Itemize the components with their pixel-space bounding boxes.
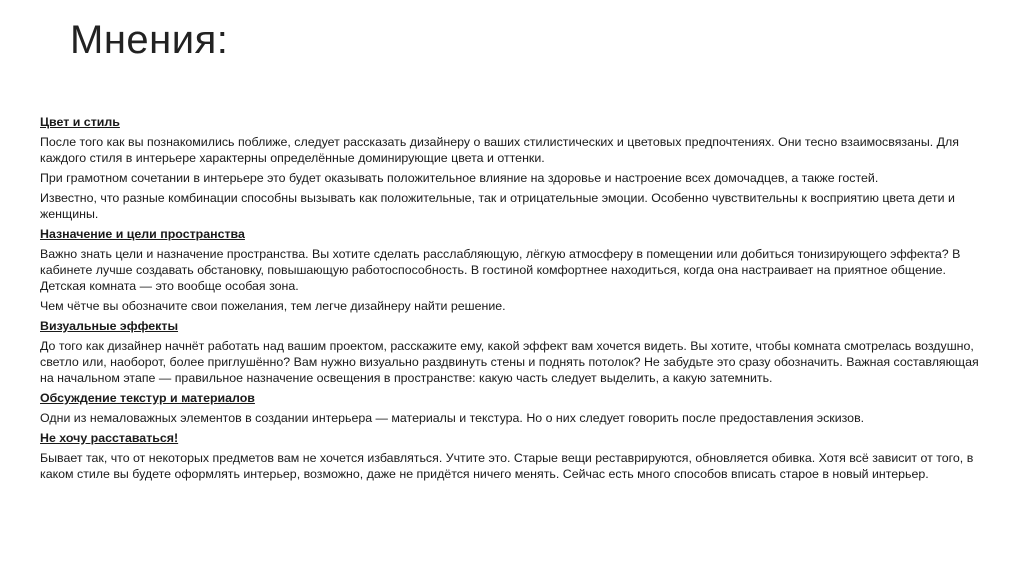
section-textures-materials: [40, 390, 990, 426]
paragraph: Важно знать цели и назначение пространства. Вы хотите сделать расслабляющую, лёгкую атмосферу в помещении или добиться тонизирующего эффекта? В кабинете лучше создавать обстановку, повышающую работоспособность. В гостиной комфортнее находиться, когда она настраивает на приятное общение. Детская комната — это вообще особая зона.: [40, 247, 961, 293]
paragraph: Одни из немаловажных элементов в создании интерьера — материалы и текстура. Но о них следует говорить после предоставления эскизов.: [40, 411, 865, 425]
slide-body: [40, 114, 990, 486]
paragraph: При грамотном сочетании в интерьере это будет оказывать положительное влияние на здоровье и настроение всех домочадцев, а также гостей.: [40, 171, 879, 185]
section-color-style: [40, 114, 990, 222]
paragraph: Бывает так, что от некоторых предметов вам не хочется избавляться. Учтите это. Старые вещи реставрируются, обновляется обивка. Хотя всё зависит от того, в каком стиле вы будете оформлять интерьер, возможно, даже не придётся ничего менять. Сейчас есть много способов вписать старое в новый интерьер.: [40, 451, 974, 481]
slide-title: Мнения:: [70, 18, 229, 62]
section-heading: Назначение и цели пространства: [40, 227, 245, 241]
section-heading: Визуальные эффекты: [40, 319, 179, 333]
paragraph: До того как дизайнер начнёт работать над вашим проектом, расскажите ему, какой эффект вам хочется видеть. Вы хотите, чтобы комната смотрелась воздушно, светло или, наоборот, более приглушённо? Вам нужно визуально раздвинуть стены и поднять потолок? Не забудьте это сразу обозначить. Важная составляющая на начальном этапе — правильное назначение освещения в пространстве: какую часть следует выделить, а какую затемнить.: [40, 339, 979, 385]
section-heading: Обсуждение текстур и материалов: [40, 391, 255, 405]
paragraph: Известно, что разные комбинации способны вызывать как положительные, так и отрицательные эмоции. Особенно чувствительны к восприятию цвета дети и женщины.: [40, 191, 955, 221]
section-space-purpose: [40, 226, 990, 314]
section-heading: Не хочу расставаться!: [40, 431, 179, 445]
section-visual-effects: [40, 318, 990, 386]
paragraph: После того как вы познакомились поближе, следует рассказать дизайнеру о ваших стилистических и цветовых предпочтениях. Они тесно взаимосвязаны. Для каждого стиля в интерьере характерны определённые доминирующие цвета и оттенки.: [40, 135, 959, 165]
section-heading: Цвет и стиль: [40, 115, 120, 129]
paragraph: Чем чётче вы обозначите свои пожелания, тем легче дизайнеру найти решение.: [40, 299, 506, 313]
section-keep-items: [40, 430, 990, 482]
